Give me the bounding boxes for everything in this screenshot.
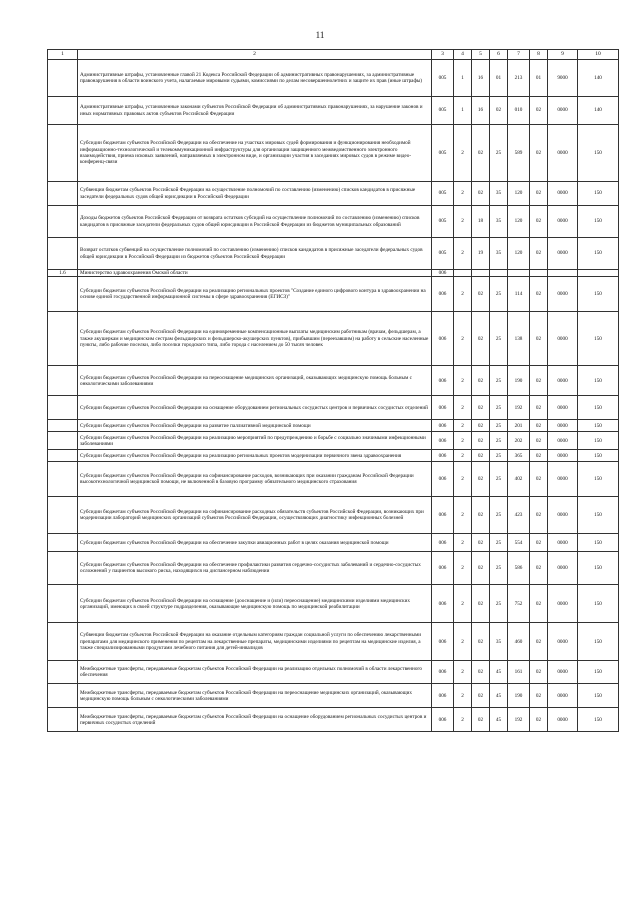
cell-c8: 02 (530, 238, 548, 270)
cell-c4: 1 (454, 60, 472, 97)
cell-c5: 02 (472, 432, 490, 450)
table-row (48, 420, 619, 432)
cell-c6: 25 (490, 450, 508, 462)
table-row (48, 238, 619, 270)
cell-c9: 0000 (548, 125, 578, 182)
cell-c4 (454, 270, 472, 277)
header-cell: 1 (48, 50, 78, 60)
cell-c10: 150 (578, 552, 619, 585)
cell-c4: 2 (454, 277, 472, 312)
cell-c8: 01 (530, 60, 548, 97)
cell-c3: 006 (432, 312, 454, 366)
cell-c10 (578, 270, 619, 277)
row-index (48, 585, 78, 623)
cell-c3: 006 (432, 396, 454, 420)
cell-c9: 0000 (548, 534, 578, 552)
cell-c9: 0000 (548, 497, 578, 534)
table-row (48, 684, 619, 708)
cell-c3: 006 (432, 277, 454, 312)
cell-c10: 150 (578, 206, 619, 238)
row-index (48, 97, 78, 125)
table-row (48, 60, 619, 97)
cell-c9 (548, 270, 578, 277)
cell-c4: 2 (454, 462, 472, 497)
cell-c5: 18 (472, 206, 490, 238)
cell-c10: 150 (578, 534, 619, 552)
row-description: Субсидии бюджетам субъектов Российской Федерации на обеспечение закупки авиационных работ в целях оказания медицинской помощи (78, 534, 432, 552)
cell-c10: 150 (578, 238, 619, 270)
cell-c8: 02 (530, 708, 548, 732)
cell-c10: 150 (578, 661, 619, 684)
table-row (48, 462, 619, 497)
cell-c5: 02 (472, 623, 490, 661)
cell-c6: 01 (490, 60, 508, 97)
cell-c10: 150 (578, 462, 619, 497)
cell-c7: 202 (508, 432, 530, 450)
header-cell: 2 (78, 50, 432, 60)
row-index (48, 684, 78, 708)
cell-c4: 2 (454, 708, 472, 732)
table-row (48, 432, 619, 450)
row-description: Административные штрафы, установленные законами субъектов Российской Федерации об административных правонарушениях, за нарушение законов и иных нормативных правовых актов субъектов Российской Федерации (78, 97, 432, 125)
cell-c8: 02 (530, 432, 548, 450)
row-index (48, 497, 78, 534)
row-description: Субсидии бюджетам субъектов Российской Федерации на развитие паллиативной медицинской помощи (78, 420, 432, 432)
cell-c5: 02 (472, 277, 490, 312)
page-number: 11 (315, 30, 325, 40)
cell-c3: 006 (432, 623, 454, 661)
cell-c5: 02 (472, 684, 490, 708)
cell-c10: 150 (578, 396, 619, 420)
cell-c10: 140 (578, 60, 619, 97)
table-row (48, 270, 619, 277)
header-cell: 5 (472, 50, 490, 60)
cell-c5: 19 (472, 238, 490, 270)
cell-c7: 161 (508, 661, 530, 684)
cell-c7: 460 (508, 623, 530, 661)
cell-c7: 365 (508, 450, 530, 462)
row-index (48, 312, 78, 366)
cell-c6: 02 (490, 97, 508, 125)
row-description: Субсидии бюджетам субъектов Российской Федерации на софинансирование расходных обязательств субъектов Российской Федерации, возникающих при модернизации лабораторий медицинских организаций субъектов Российской Федерации, осуществляющих диагностику инфекционных болезней (78, 497, 432, 534)
cell-c4: 2 (454, 366, 472, 396)
cell-c9: 0000 (548, 396, 578, 420)
cell-c7: 120 (508, 182, 530, 206)
cell-c9: 0000 (548, 661, 578, 684)
row-index: 1.6 (48, 270, 78, 277)
cell-c9: 0000 (548, 708, 578, 732)
cell-c8: 02 (530, 661, 548, 684)
cell-c7: 120 (508, 238, 530, 270)
cell-c6: 25 (490, 420, 508, 432)
row-index (48, 552, 78, 585)
cell-c6: 25 (490, 497, 508, 534)
table-row (48, 552, 619, 585)
table-row (48, 450, 619, 462)
cell-c8: 02 (530, 97, 548, 125)
table-row (48, 497, 619, 534)
cell-c6: 45 (490, 684, 508, 708)
cell-c5: 02 (472, 534, 490, 552)
cell-c9: 0000 (548, 462, 578, 497)
cell-c8: 02 (530, 497, 548, 534)
cell-c8: 02 (530, 396, 548, 420)
row-index (48, 462, 78, 497)
cell-c4: 2 (454, 552, 472, 585)
cell-c9: 0000 (548, 420, 578, 432)
header-cell: 4 (454, 50, 472, 60)
cell-c10: 150 (578, 684, 619, 708)
row-description: Административные штрафы, установленные главой 21 Кодекса Российской Федерации об административных правонарушениях, за административные правонарушения в области воинского учета, налагаемые мировыми судьями, комиссиями по делам несовершеннолетних и защите их прав (иные штрафы) (78, 60, 432, 97)
cell-c5: 16 (472, 60, 490, 97)
cell-c9: 0000 (548, 97, 578, 125)
row-description: Доходы бюджетов субъектов Российской Федерации от возврата остатков субсидий на осуществление полномочий по составлению (изменению) списков кандидатов в присяжные заседатели федеральных судов общей юрисдикции в Российской Федерации из бюджетов муниципальных образований (78, 206, 432, 238)
cell-c8: 02 (530, 623, 548, 661)
cell-c3: 006 (432, 661, 454, 684)
table-row (48, 312, 619, 366)
cell-c4: 2 (454, 125, 472, 182)
row-description: Субсидии бюджетам субъектов Российской Федерации на переоснащение медицинских организаций, оказывающих медицинскую помощь больным с онкологическими заболеваниями (78, 366, 432, 396)
cell-c3: 005 (432, 238, 454, 270)
cell-c3: 006 (432, 432, 454, 450)
cell-c5: 02 (472, 366, 490, 396)
cell-c6: 25 (490, 552, 508, 585)
cell-c7: 190 (508, 366, 530, 396)
row-description: Субсидии бюджетам субъектов Российской Федерации на единовременные компенсационные выплаты медицинским работникам (врачам, фельдшерам, а также акушеркам и медицинским сестрам фельдшерских и фельдшерско-акушерских пунктов), прибывшим (переехавшим) на работу в сельские населенные пункты, либо рабочие поселки, либо поселки городского типа, либо города с населением до 50 тысяч человек (78, 312, 432, 366)
cell-c6: 35 (490, 206, 508, 238)
row-index (48, 206, 78, 238)
cell-c9: 0000 (548, 238, 578, 270)
row-description: Субсидии бюджетам субъектов Российской Федерации на реализацию мероприятий по предупреждению и борьбе с социально значимыми инфекционными заболеваниями (78, 432, 432, 450)
cell-c4: 2 (454, 206, 472, 238)
cell-c4: 2 (454, 312, 472, 366)
row-index (48, 396, 78, 420)
cell-c9: 0000 (548, 366, 578, 396)
cell-c3: 006 (432, 420, 454, 432)
row-description: Субсидии бюджетам субъектов Российской Федерации на оснащение (дооснащение и (или) переоснащение) медицинскими изделиями медицинских организаций, имеющих в своей структуре подразделения, оказывающие медицинскую помощь по медицинской реабилитации (78, 585, 432, 623)
cell-c4: 2 (454, 585, 472, 623)
cell-c4: 2 (454, 420, 472, 432)
cell-c9: 0000 (548, 206, 578, 238)
cell-c5: 02 (472, 552, 490, 585)
row-description: Субвенции бюджетам субъектов Российской Федерации на осуществление полномочий по составлению (изменению) списков кандидатов в присяжные заседатели федеральных судов общей юрисдикции в Российской Федерации (78, 182, 432, 206)
cell-c10: 150 (578, 585, 619, 623)
cell-c9: 0000 (548, 312, 578, 366)
cell-c5: 02 (472, 497, 490, 534)
cell-c4: 2 (454, 396, 472, 420)
cell-c9: 0000 (548, 277, 578, 312)
cell-c10: 150 (578, 277, 619, 312)
cell-c8: 02 (530, 534, 548, 552)
cell-c3: 005 (432, 60, 454, 97)
row-description: Субсидии бюджетам субъектов Российской Федерации на обеспечение на участках мировых судей формирования и функционирования необходимой информационно-технологической и телекоммуникационной инфраструктуры для организации защищенного межведомственного электронного взаимодействия, приема исковых заявлений, направляемых в электронном виде, и организации участия в заседаниях мировых судов в режиме видео-конференц-связи (78, 125, 432, 182)
cell-c8: 02 (530, 366, 548, 396)
cell-c4: 2 (454, 238, 472, 270)
table-row (48, 206, 619, 238)
table-row (48, 534, 619, 552)
cell-c6: 25 (490, 366, 508, 396)
cell-c7: 192 (508, 396, 530, 420)
cell-c9: 0000 (548, 623, 578, 661)
cell-c5: 02 (472, 661, 490, 684)
cell-c10: 140 (578, 97, 619, 125)
cell-c7: 213 (508, 60, 530, 97)
header-cell: 9 (548, 50, 578, 60)
cell-c7: 589 (508, 125, 530, 182)
cell-c7: 010 (508, 97, 530, 125)
cell-c8: 02 (530, 552, 548, 585)
row-description: Субсидии бюджетам субъектов Российской Федерации на софинансирование расходов, возникающих при оказании гражданам Российской Федерации высокотехнологичной медицинской помощи, не включенной в базовую программу обязательного медицинского страхования (78, 462, 432, 497)
cell-c3: 006 (432, 462, 454, 497)
header-cell: 3 (432, 50, 454, 60)
cell-c5: 02 (472, 585, 490, 623)
cell-c10: 150 (578, 182, 619, 206)
cell-c6: 35 (490, 238, 508, 270)
row-index (48, 238, 78, 270)
cell-c7: 190 (508, 684, 530, 708)
cell-c3: 006 (432, 684, 454, 708)
cell-c3: 006 (432, 552, 454, 585)
cell-c10: 150 (578, 420, 619, 432)
cell-c8: 02 (530, 125, 548, 182)
cell-c7: 192 (508, 708, 530, 732)
row-description: Субвенции бюджетам субъектов Российской Федерации на оказание отдельным категориям граждан социальной услуги по обеспечению лекарственными препаратами для медицинского применения по рецептам на лекарственные препараты, медицинскими изделиями по рецептам на медицинские изделия, а также специализированными продуктами лечебного питания для детей-инвалидов (78, 623, 432, 661)
cell-c8: 02 (530, 462, 548, 497)
cell-c10: 150 (578, 708, 619, 732)
table-row (48, 182, 619, 206)
cell-c7: 201 (508, 420, 530, 432)
row-index (48, 182, 78, 206)
row-description: Возврат остатков субвенций на осуществление полномочий по составлению (изменению) списков кандидатов в присяжные заседатели федеральных судов общей юрисдикции в Российской Федерации из бюджетов субъектов Российской Федерации (78, 238, 432, 270)
header-row (48, 50, 619, 60)
cell-c3: 006 (432, 366, 454, 396)
cell-c7 (508, 270, 530, 277)
table-row (48, 366, 619, 396)
cell-c5: 02 (472, 396, 490, 420)
cell-c5: 16 (472, 97, 490, 125)
header-cell: 7 (508, 50, 530, 60)
cell-c6: 25 (490, 534, 508, 552)
row-description: Министерство здравоохранения Омской области (78, 270, 432, 277)
cell-c9: 0000 (548, 684, 578, 708)
row-index (48, 534, 78, 552)
cell-c4: 2 (454, 497, 472, 534)
cell-c6: 45 (490, 661, 508, 684)
table-row (48, 396, 619, 420)
cell-c8: 02 (530, 312, 548, 366)
header-cell: 6 (490, 50, 508, 60)
cell-c6: 25 (490, 462, 508, 497)
cell-c3: 006 (432, 708, 454, 732)
cell-c7: 114 (508, 277, 530, 312)
cell-c5: 02 (472, 312, 490, 366)
cell-c3: 006 (432, 585, 454, 623)
cell-c6: 25 (490, 432, 508, 450)
cell-c7: 120 (508, 206, 530, 238)
row-index (48, 60, 78, 97)
cell-c9: 0000 (548, 450, 578, 462)
row-description: Межбюджетные трансферты, передаваемые бюджетам субъектов Российской Федерации на оснащение оборудованием региональных сосудистых центров и первичных сосудистых отделений (78, 708, 432, 732)
cell-c6: 25 (490, 585, 508, 623)
cell-c3: 005 (432, 125, 454, 182)
cell-c10: 150 (578, 125, 619, 182)
row-description: Субсидии бюджетам субъектов Российской Федерации на реализацию региональных проектов модернизации первичного звена здравоохранения (78, 450, 432, 462)
cell-c9: 0000 (548, 182, 578, 206)
row-description: Субсидии бюджетам субъектов Российской Федерации на оснащение оборудованием региональных сосудистых центров и первичных сосудистых отделений (78, 396, 432, 420)
row-description: Субсидии бюджетам субъектов Российской Федерации на обеспечение профилактики развития сердечно-сосудистых заболеваний и сердечно-сосудистых осложнений у пациентов высокого риска, находящихся на диспансерном наблюдении (78, 552, 432, 585)
cell-c5: 02 (472, 450, 490, 462)
cell-c6: 25 (490, 312, 508, 366)
cell-c4: 2 (454, 450, 472, 462)
cell-c5: 02 (472, 125, 490, 182)
cell-c4: 2 (454, 182, 472, 206)
cell-c9: 0000 (548, 552, 578, 585)
cell-c5: 02 (472, 462, 490, 497)
table-row (48, 661, 619, 684)
budget-revenue-table (47, 49, 619, 732)
cell-c7: 586 (508, 552, 530, 585)
cell-c8 (530, 270, 548, 277)
cell-c6: 25 (490, 277, 508, 312)
table-row (48, 125, 619, 182)
cell-c10: 150 (578, 450, 619, 462)
cell-c10: 150 (578, 497, 619, 534)
header-cell: 8 (530, 50, 548, 60)
cell-c7: 554 (508, 534, 530, 552)
row-index (48, 366, 78, 396)
row-description: Межбюджетные трансферты, передаваемые бюджетам субъектов Российской Федерации на реализацию отдельных полномочий в области лекарственного обеспечения (78, 661, 432, 684)
table-row (48, 277, 619, 312)
cell-c8: 02 (530, 450, 548, 462)
cell-c7: 752 (508, 585, 530, 623)
cell-c8: 02 (530, 182, 548, 206)
cell-c8: 02 (530, 420, 548, 432)
row-index (48, 450, 78, 462)
cell-c10: 150 (578, 312, 619, 366)
table-row (48, 97, 619, 125)
row-description: Межбюджетные трансферты, передаваемые бюджетам субъектов Российской Федерации на переоснащение медицинских организаций, оказывающих медицинскую помощь больным с онкологическими заболеваниями (78, 684, 432, 708)
cell-c6: 35 (490, 623, 508, 661)
cell-c8: 02 (530, 684, 548, 708)
cell-c4: 2 (454, 661, 472, 684)
cell-c8: 02 (530, 206, 548, 238)
row-index (48, 708, 78, 732)
row-index (48, 420, 78, 432)
cell-c6: 25 (490, 125, 508, 182)
cell-c10: 150 (578, 432, 619, 450)
row-index (48, 432, 78, 450)
cell-c5: 02 (472, 708, 490, 732)
row-index (48, 125, 78, 182)
cell-c7: 423 (508, 497, 530, 534)
cell-c7: 402 (508, 462, 530, 497)
cell-c3: 006 (432, 450, 454, 462)
cell-c5: 02 (472, 420, 490, 432)
header-cell: 10 (578, 50, 619, 60)
cell-c4: 1 (454, 97, 472, 125)
row-index (48, 277, 78, 312)
cell-c4: 2 (454, 684, 472, 708)
cell-c4: 2 (454, 432, 472, 450)
cell-c10: 150 (578, 366, 619, 396)
cell-c8: 02 (530, 585, 548, 623)
row-description: Субсидии бюджетам субъектов Российской Федерации на реализацию региональных проектов "Создание единого цифрового контура в здравоохранении на основе единой государственной информационной системы в сфере здравоохранения (ЕГИСЗ)" (78, 277, 432, 312)
cell-c7: 138 (508, 312, 530, 366)
cell-c6: 35 (490, 182, 508, 206)
cell-c4: 2 (454, 623, 472, 661)
cell-c9: 0000 (548, 585, 578, 623)
cell-c3: 005 (432, 206, 454, 238)
cell-c3: 006 (432, 497, 454, 534)
cell-c6 (490, 270, 508, 277)
cell-c6: 25 (490, 396, 508, 420)
cell-c8: 02 (530, 277, 548, 312)
row-index (48, 623, 78, 661)
cell-c3: 005 (432, 97, 454, 125)
cell-c9: 9000 (548, 60, 578, 97)
cell-c5: 02 (472, 182, 490, 206)
cell-c3: 006 (432, 270, 454, 277)
table-row (48, 623, 619, 661)
table-row (48, 585, 619, 623)
row-index (48, 661, 78, 684)
cell-c10: 150 (578, 623, 619, 661)
cell-c4: 2 (454, 534, 472, 552)
cell-c3: 005 (432, 182, 454, 206)
table-row (48, 708, 619, 732)
cell-c3: 006 (432, 534, 454, 552)
cell-c5 (472, 270, 490, 277)
cell-c6: 45 (490, 708, 508, 732)
cell-c9: 0000 (548, 432, 578, 450)
